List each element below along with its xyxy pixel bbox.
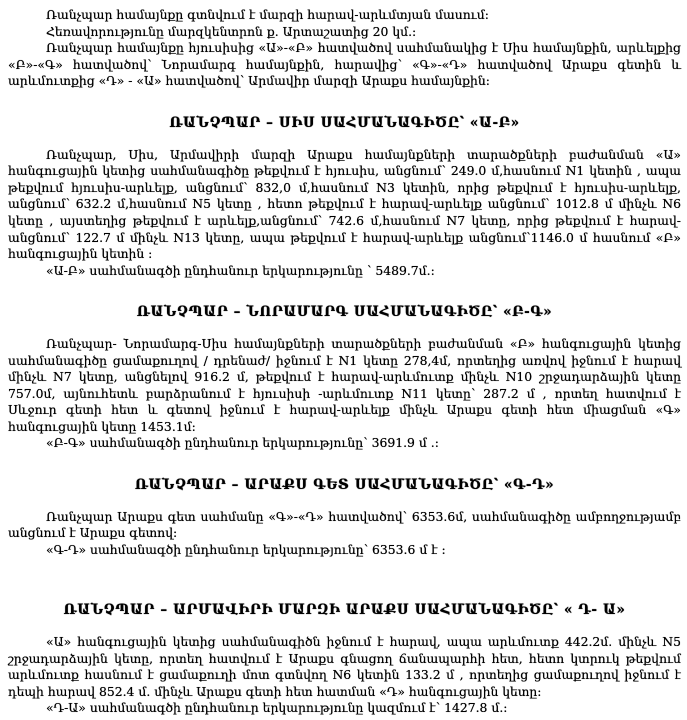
section-body-armavir-araks-d-a: «Ա» հանգուցային կետից սահմանագիծն իջնում է հարավ, ապա արևմուտք 442.2մ. մինչև N5 շրջադարձային կետը, որտեղ հատվում է Արաքս գնացող ճանապարհի հետ, հետո կտրուկ թեքվում արևմուտք հասնում է ցամաքուղի մոտ գտնվող N6 կետին 133.2 մ , որտեղից ցամաքուղով իջնում է դեպի հարավ 852.4 մ. մինչև Արաքս գետի հետ հատման «Դ» հանգուցային կետը:: [8, 634, 681, 699]
intro-boundaries-paragraph: Ռանչպար համայնքը հյուսիսից «Ա»-«Բ» հատվածով սահմանակից է Սիս համայնքին, արևելքից «Բ»-«Գ» հատվածով՝ Նորամարգ համայնքին, հարավից՝ «Գ»-«Դ» հատվածով Արաքս գետին և արևմուտքից «Դ» - «Ա» հատվածով՝ Արմավիր մարզի Արաքս համայնքին:: [8, 40, 681, 89]
section-body-sis-a-b: Ռանչպար, Սիս, Արմավիրի մարզի Արաքս համայնքների տարածքների բաժանման «Ա» հանգուցային կետից սահմանագիծը թեքվում է հյուսիս, անցնում՝ 249.0 մ,հասնում N1 կետին , ապա թեքվում հյուսիս-արևելք, անցնում՝ 832,0 մ,հասնում N3 կետին, որից թեքվում է հյուսիս-արևելք, անցնում՝ 632.2 մ,հասնում N5 կետը , հետո թեքվում է հարավ-արևելք անցնում՝ 1012.8 մ մինչև N6 կետը , այստեղից թեքվում է արևելք,անցնում՝ 742.6 մ,հասնում N7 կետը, որից թեքվում է հարավ- անցնում՝ 122.7 մ մինչև N13 կետը, ապա թեքվում է հարավ-արևելք անցնում՝1146.0 մ հասնում «Բ» հանգուցային կետին :: [8, 146, 681, 262]
section-body-araks-get-g-d: Ռանչպար Արաքս գետ սահմանը «Գ»-«Դ» հատվածով՝ 6353.6մ, սահմանագիծը ամբողջությամբ անցնում է Արաքս գետով:: [8, 508, 681, 541]
section-total-noramarg-b-g: «Բ-Գ» սահմանագծի ընդհանուր երկարությունը՝ 3691.9 մ .:: [46, 435, 439, 451]
section-heading-armavir-araks-d-a: ՌԱՆՉՊԱՐ – ԱՐՄԱՎԻՐԻ ՄԱՐԶԻ ԱՐԱՔՍ ՍԱՀՄԱՆԱԳԻԾԸ՝ « Դ- Ա»: [63, 602, 626, 619]
intro-distance-line: Հեռավորությունը մարզկենտրոն ք. Արտաշատից 20 կմ.:: [46, 23, 417, 39]
section-heading-noramarg-b-g: ՌԱՆՉՊԱՐ – ՆՈՐԱՄԱՐԳ ՍԱՀՄԱՆԱԳԻԾԸ՝ «Բ-Գ»: [136, 304, 553, 321]
intro-location-line: Ռանչպար համայնքը գտնվում է մարզի հարավ-արևմտյան մասում:: [46, 7, 489, 22]
section-total-araks-get-g-d: «Գ-Դ» սահմանագծի ընդհանուր երկարությունը՝ 6353.6 մ է :: [46, 541, 446, 557]
section-total-armavir-araks-d-a: «Դ-Ա» սահմանագծի ընդհանուր երկարությունը կազմում է՝ 1427.8 մ.:: [46, 700, 508, 716]
section-total-sis-a-b: «Ա-Բ» սահմանագծի ընդհանուր երկարությունը ՝ 5489.7մ.:: [46, 262, 435, 278]
section-heading-araks-get-g-d: ՌԱՆՉՊԱՐ – ԱՐԱՔՍ ԳԵՏ ՍԱՀՄԱՆԱԳԻԾԸ՝ «Գ-Դ»: [134, 477, 555, 494]
section-heading-sis-a-b: ՌԱՆՉՊԱՐ – ՍԻՍ ՍԱՀՄԱՆԱԳԻԾԸ՝ «Ա-Բ»: [169, 114, 520, 131]
section-body-noramarg-b-g: Ռանչպար- Նորամարգ-Սիս համայնքների տարածքների բաժանման «Բ» հանգուցային կետից սահմանագիծը ցամաքուղով / դրենաժ/ իջնում է N1 կետը 278,4մ, որտեղից առվով իջնում է հարավ մինչև N7 կետը, անցնելով 916.2 մ, թեքվում է հարավ-արևմուտք մինչև N10 շրջադարձային կետը 757.0մ, այնուհետև բարձրանում է հյուսիսի -արևմուտք N11 կետը՝ 287.2 մ , որտեղ հատվում է Սևջուր գետի հետ և գետով իջնում է հարավ-արևելք մինչև Արաքս գետի հետ միացման «Գ» հանգուցային կետը 1453.1մ:: [8, 335, 681, 434]
